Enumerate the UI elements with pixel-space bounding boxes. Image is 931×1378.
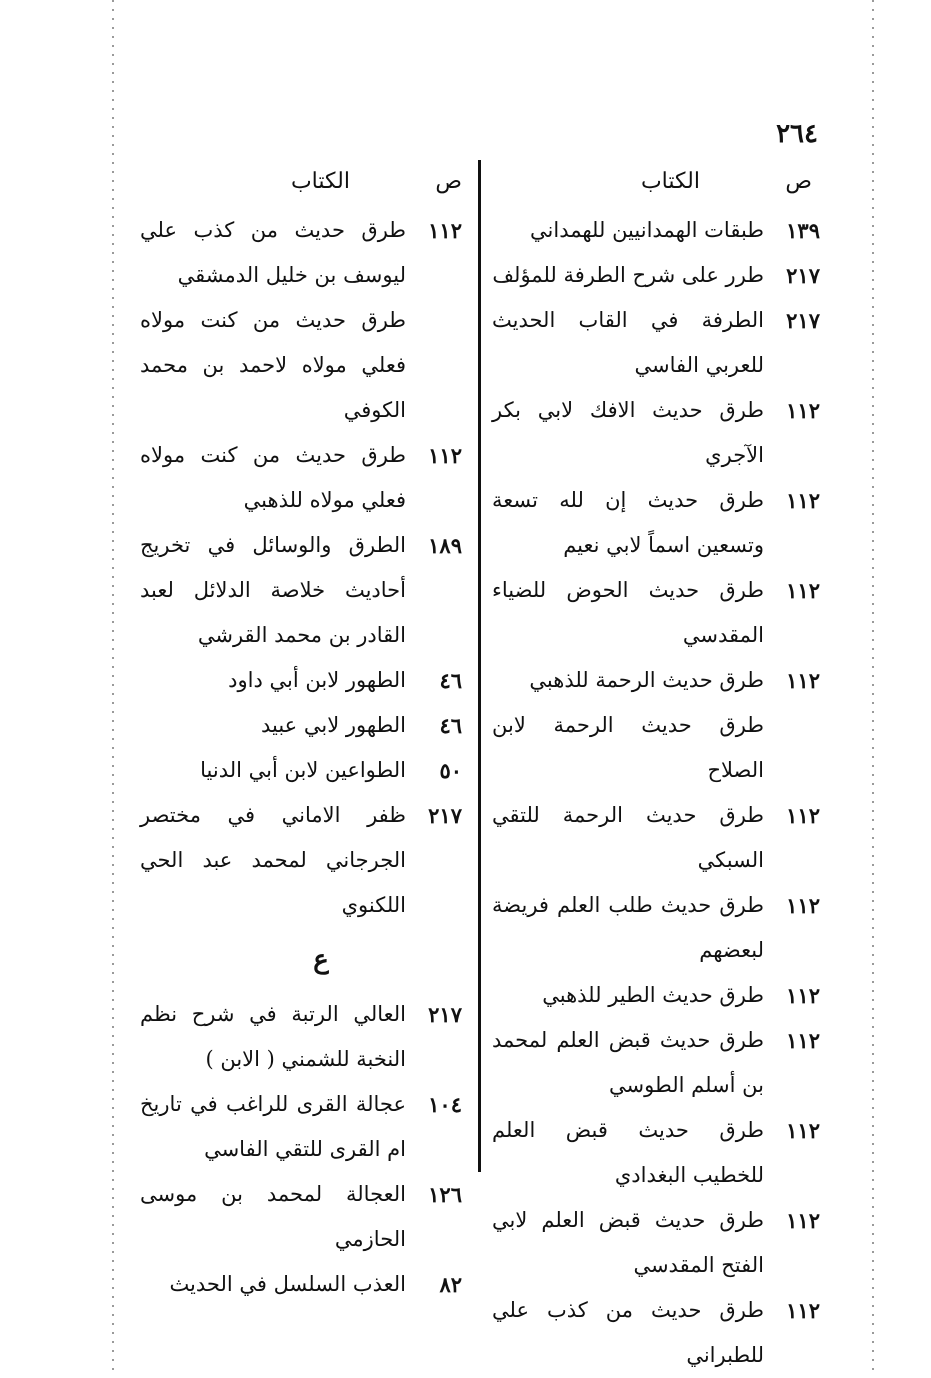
index-entry [492, 208, 820, 253]
entry-book-title: الطهور لابي عبيد [260, 713, 406, 737]
entry-page-number: ١١٢ [786, 488, 820, 513]
entry-book-title: طرق حديث من كذب علي للطبراني [492, 1298, 764, 1367]
entry-book-title: العالي الرتبة في شرح نظم النخبة للشمني ( الابن ) [140, 1002, 406, 1071]
index-entry [492, 1108, 820, 1198]
left-column [140, 208, 462, 1307]
entry-book-title: طرق حديث الرحمة لابن الصلاح [492, 713, 764, 782]
index-entry [140, 1172, 462, 1262]
entry-page-number: ١١٢ [786, 983, 820, 1008]
entry-page-number: ١١٢ [428, 218, 462, 243]
entry-page-number: ١١٢ [786, 1298, 820, 1323]
entry-book-title: الطرفة في القاب الحديث للعربي الفاسي [492, 308, 764, 377]
index-entry [492, 388, 820, 478]
entry-page-number: ٤٦ [439, 668, 462, 693]
index-entry [140, 992, 462, 1082]
entry-page-number: ٨٢ [439, 1272, 462, 1297]
entry-page-number: ١١٢ [786, 1028, 820, 1053]
entry-book-title: العجالة لمحمد بن موسى الحازمي [140, 1182, 406, 1251]
index-entry [492, 703, 820, 793]
left-column-header [150, 164, 462, 200]
right-column [492, 208, 820, 1378]
index-entry [492, 658, 820, 703]
entry-page-number: ١٣٩ [786, 218, 820, 243]
entry-page-number: ١١٢ [786, 1118, 820, 1143]
page-number: ٢٦٤ [776, 119, 818, 149]
entry-book-title: طرق حديث الرحمة للذهبي [529, 668, 764, 692]
entry-book-title: طرق حديث الطير للذهبي [542, 983, 764, 1007]
entry-book-title: عجالة القرى للراغب في تاريخ ام القرى للتقي الفاسي [140, 1092, 406, 1161]
entry-page-number: ٢١٧ [428, 803, 462, 828]
index-entry [140, 793, 462, 928]
entry-book-title: طرق حديث إن لله تسعة وتسعين اسماً لابي نعيم [492, 488, 764, 557]
letter-heading: ع [313, 945, 329, 975]
entry-page-number: ٢١٧ [786, 263, 820, 288]
index-entry [492, 793, 820, 883]
entry-page-number: ٢١٧ [786, 308, 820, 333]
entry-book-title: الطهور لابن أبي داود [228, 668, 406, 692]
index-entry [140, 208, 462, 298]
index-entry [492, 1198, 820, 1288]
entry-page-number: ١١٢ [786, 668, 820, 693]
entry-book-title: طرق حديث الافك لابي بكر الآجري [492, 398, 764, 467]
index-entry [492, 1018, 820, 1108]
index-entry [140, 298, 462, 433]
entry-book-title: طرق حديث طلب العلم فريضة لبعضهم [492, 893, 764, 962]
entry-book-title: طرق حديث قبض العلم للخطيب البغدادي [492, 1118, 764, 1187]
entry-page-number: ١١٢ [786, 803, 820, 828]
entry-page-number: ١١٢ [786, 1208, 820, 1233]
entry-page-number: ٤٦ [439, 713, 462, 738]
right-column-header [500, 164, 812, 200]
entry-page-number: ١١٢ [786, 893, 820, 918]
index-entry [492, 298, 820, 388]
index-entry [140, 433, 462, 523]
entry-book-title: العذب السلسل في الحديث [169, 1272, 406, 1296]
entry-page-number: ٥٠ [439, 758, 462, 783]
entry-book-title: طرق حديث من كذب علي ليوسف بن خليل الدمشقي [140, 218, 406, 287]
index-entry [492, 568, 820, 658]
index-entry [492, 253, 820, 298]
index-entry [140, 1262, 462, 1307]
index-entry [140, 703, 462, 748]
entry-page-number: ١٠٤ [428, 1092, 462, 1117]
entry-book-title: طرق حديث الحوض للضياء المقدسي [492, 578, 764, 647]
entry-book-title: طرق حديث قبض العلم لابي الفتح المقدسي [492, 1208, 764, 1277]
entry-page-number: ١٨٩ [428, 533, 462, 558]
entry-book-title: طبقات الهمدانيين للهمداني [530, 218, 764, 242]
entry-page-number: ١١٢ [786, 578, 820, 603]
entry-book-title: طرق حديث الرحمة للتقي السبكي [492, 803, 764, 872]
index-entry [492, 973, 820, 1018]
entry-book-title: ظفر الاماني في مختصر الجرجاني لمحمد عبد الحي اللكنوي [140, 803, 406, 917]
left-column-entries-top [140, 208, 462, 928]
entry-book-title: الطواعين لابن أبي الدنيا [200, 758, 406, 782]
index-entry [492, 883, 820, 973]
index-entry [492, 478, 820, 568]
entry-page-number: ١٢٦ [428, 1182, 462, 1207]
scan-edge-dots-left [112, 0, 114, 1372]
column-divider [478, 160, 481, 1172]
entry-book-title: طرر على شرح الطرفة للمؤلف [492, 263, 764, 287]
entry-page-number: ١١٢ [786, 398, 820, 423]
header-page-label: ص [435, 169, 462, 194]
header-page-label: ص [785, 169, 812, 194]
header-book-label: الكتاب [290, 169, 350, 194]
entry-book-title: طرق حديث قبض العلم لمحمد بن أسلم الطوسي [492, 1028, 764, 1097]
entry-page-number: ٢١٧ [428, 1002, 462, 1027]
index-entry [140, 1082, 462, 1172]
entry-book-title: طرق حديث من كنت مولاه فعلي مولاه للذهبي [140, 443, 406, 512]
header-book-label: الكتاب [640, 169, 700, 194]
scan-edge-dots-right [872, 0, 874, 1372]
index-entry [140, 658, 462, 703]
entry-book-title: الطرق والوسائل في تخريج أحاديث خلاصة الدلائل لعبد القادر بن محمد القرشي [140, 533, 406, 647]
entry-page-number: ١١٢ [428, 443, 462, 468]
left-column-entries-bottom [140, 992, 462, 1307]
index-entry [140, 523, 462, 658]
index-entry [492, 1288, 820, 1378]
index-entry [140, 748, 462, 793]
entry-book-title: طرق حديث من كنت مولاه فعلي مولاه لاحمد بن محمد الكوفي [140, 308, 406, 422]
